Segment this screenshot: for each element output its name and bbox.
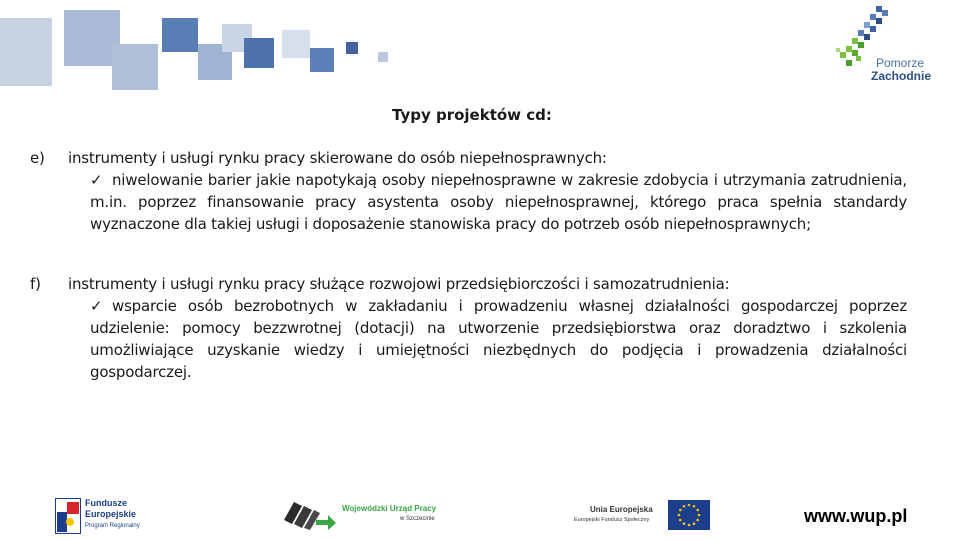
logo-line2: Zachodnie (871, 69, 932, 83)
item-body-text: niwelowanie barier jakie napotykają osoby niepełnosprawne w zakresie zdobycia i utrzymania zatrudnienia, m.in. poprzez finansowanie pracy asystenta osoby niepełnosprawnej, którego praca spełnia standardy wyznaczone dla takiej usługi i doposażenie stanowiska pracy do potrzeb osób niepełnosprawnych; (90, 171, 907, 233)
fundusze-europejskie-logo (55, 498, 165, 536)
wup-logo-icon (280, 498, 336, 530)
website-url: www.wup.pl (804, 506, 908, 526)
logo-line1: Pomorze (876, 56, 925, 70)
item-body-text: wsparcie osób bezrobotnych w zakładaniu i prowadzeniu własnej działalności gospodarczej poprzez udzielenie: pomocy bezzwrotnej (dotacji) na utworzenie przedsiębiorstwa oraz doradztwo i szkolenia umożliwiające uzyskanie wiedzy i umiejętności niezbędnych do podjęcia i prowadzenia działalności gospodarczej. (90, 297, 907, 381)
item-marker: e) (30, 149, 45, 167)
page-title: Typy projektów cd: (392, 106, 552, 124)
wup-line2: w Szczecinie (400, 516, 435, 522)
item-body (90, 295, 907, 383)
fe-line3: Program Regionalny (85, 523, 140, 529)
wup-logo (280, 498, 450, 532)
item-heading: instrumenty i usługi rynku pracy służące rozwojowi przedsiębiorczości i samozatrudnienia: (68, 275, 730, 293)
eu-flag-icon (668, 500, 710, 530)
list-item-f (30, 273, 910, 383)
fe-line2: Europejskie (85, 509, 137, 519)
ue-line1: Unia Europejska (590, 505, 653, 514)
item-body (90, 169, 907, 235)
pomorze-zachodnie-logo (836, 6, 956, 86)
ue-line2: Europejski Fundusz Społeczny (574, 517, 650, 523)
unia-europejska-logo (572, 500, 712, 532)
fe-logo-icon (55, 498, 81, 534)
checkmark-icon: ✓ (90, 171, 103, 189)
item-marker: f) (30, 275, 41, 293)
list-item-e (30, 147, 910, 257)
checkmark-icon: ✓ (90, 297, 103, 315)
wup-line1: Wojewódzki Urząd Pracy (342, 504, 437, 513)
item-heading: instrumenty i usługi rynku pracy skierowane do osób niepełnosprawnych: (68, 149, 607, 167)
fe-line1: Fundusze (85, 498, 127, 508)
